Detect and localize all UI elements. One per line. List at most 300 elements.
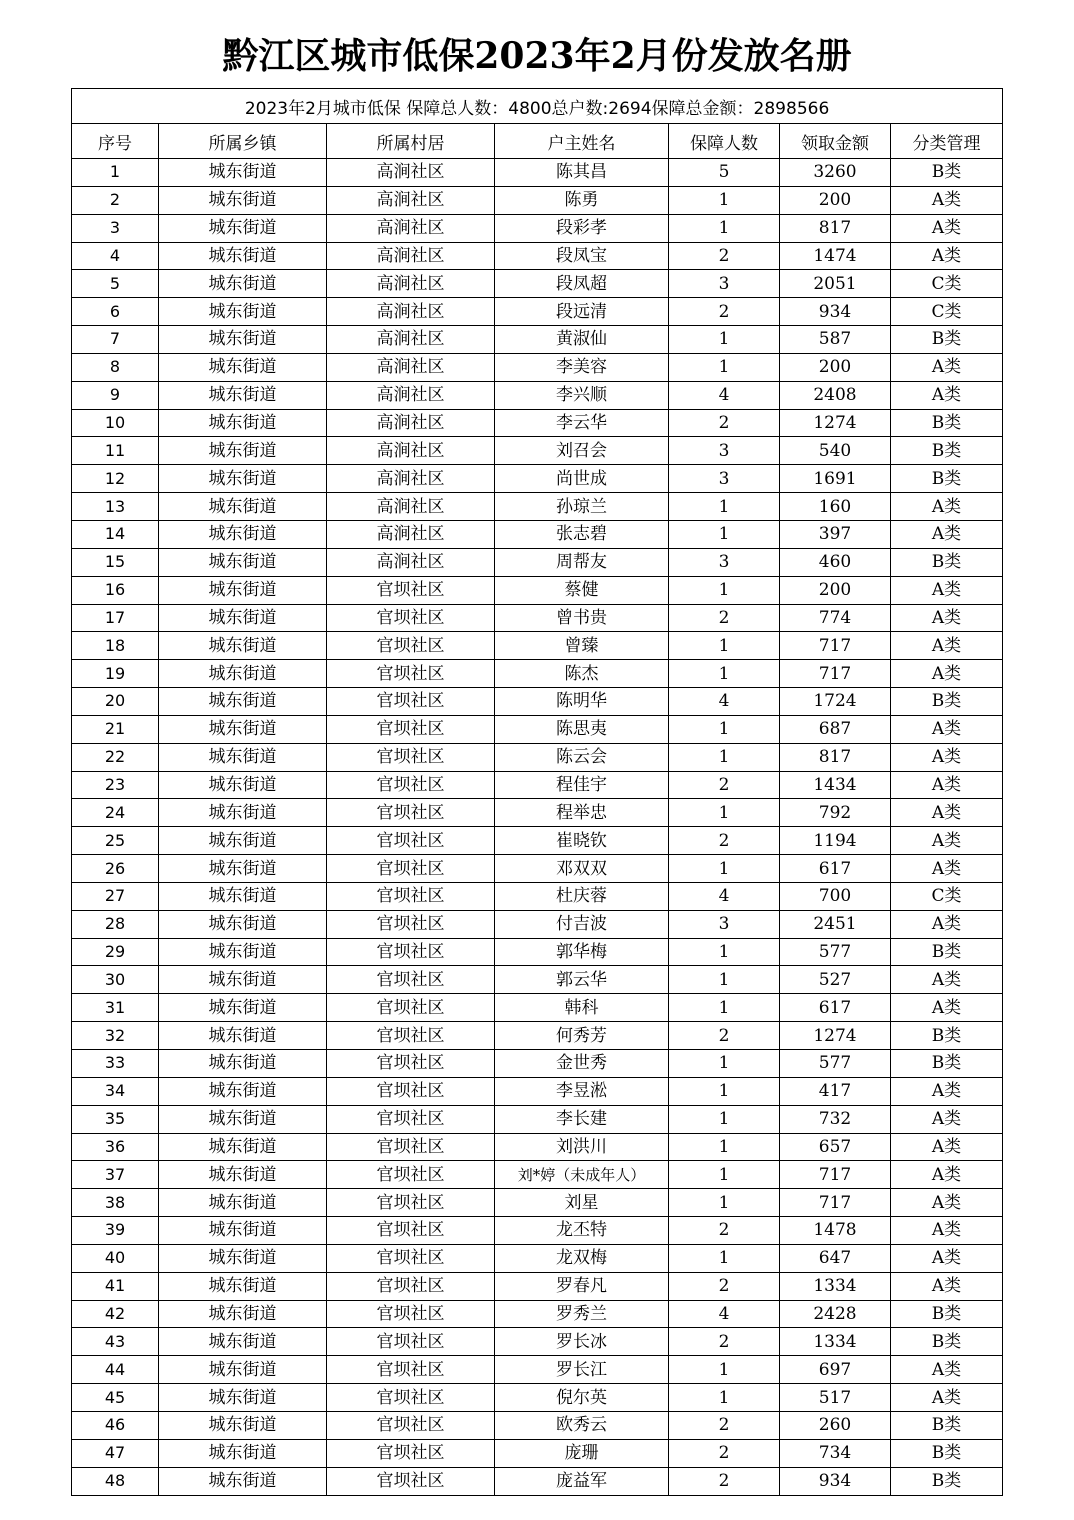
row-community: 官坝社区 — [327, 576, 495, 604]
row-people-count: 4 — [669, 381, 780, 409]
row-amount: 1724 — [780, 688, 891, 716]
row-community: 高涧社区 — [327, 159, 495, 187]
row-people-count: 1 — [669, 326, 780, 354]
row-seq: 1 — [72, 159, 159, 187]
row-householder: 曾书贵 — [495, 604, 669, 632]
row-community: 官坝社区 — [327, 882, 495, 910]
row-seq: 16 — [72, 576, 159, 604]
row-seq: 35 — [72, 1105, 159, 1133]
row-community: 高涧社区 — [327, 353, 495, 381]
row-seq: 36 — [72, 1133, 159, 1161]
row-town: 城东街道 — [159, 771, 327, 799]
row-householder: 金世秀 — [495, 1050, 669, 1078]
row-category: A类 — [891, 910, 1003, 938]
row-seq: 48 — [72, 1467, 159, 1495]
row-seq: 13 — [72, 493, 159, 521]
row-community: 官坝社区 — [327, 1133, 495, 1161]
row-category: A类 — [891, 827, 1003, 855]
row-amount: 774 — [780, 604, 891, 632]
table-row — [72, 827, 1003, 855]
table-row — [72, 1105, 1003, 1133]
row-amount: 200 — [780, 576, 891, 604]
row-town: 城东街道 — [159, 1022, 327, 1050]
row-town: 城东街道 — [159, 1217, 327, 1245]
row-householder: 刘洪川 — [495, 1133, 669, 1161]
row-town: 城东街道 — [159, 715, 327, 743]
column-header-people-count: 保障人数 — [669, 124, 780, 159]
row-town: 城东街道 — [159, 827, 327, 855]
row-people-count: 1 — [669, 1050, 780, 1078]
row-community: 官坝社区 — [327, 1328, 495, 1356]
table-row — [72, 1244, 1003, 1272]
row-people-count: 2 — [669, 1217, 780, 1245]
row-amount: 397 — [780, 520, 891, 548]
row-town: 城东街道 — [159, 465, 327, 493]
row-category: B类 — [891, 1411, 1003, 1439]
row-category: A类 — [891, 994, 1003, 1022]
row-category: A类 — [891, 799, 1003, 827]
row-householder: 陈杰 — [495, 660, 669, 688]
row-householder: 罗长江 — [495, 1356, 669, 1384]
column-header-seq: 序号 — [72, 124, 159, 159]
row-householder: 杜庆蓉 — [495, 882, 669, 910]
row-seq: 10 — [72, 409, 159, 437]
row-amount: 2408 — [780, 381, 891, 409]
row-people-count: 1 — [669, 1105, 780, 1133]
row-community: 高涧社区 — [327, 186, 495, 214]
table-row — [72, 882, 1003, 910]
row-amount: 2451 — [780, 910, 891, 938]
table-row — [72, 381, 1003, 409]
table-row — [72, 1328, 1003, 1356]
row-town: 城东街道 — [159, 1077, 327, 1105]
row-seq: 25 — [72, 827, 159, 855]
row-town: 城东街道 — [159, 1356, 327, 1384]
row-amount: 617 — [780, 855, 891, 883]
row-amount: 734 — [780, 1439, 891, 1467]
row-householder: 孙琼兰 — [495, 493, 669, 521]
row-people-count: 2 — [669, 1439, 780, 1467]
row-seq: 23 — [72, 771, 159, 799]
row-householder: 陈思夷 — [495, 715, 669, 743]
row-householder: 罗长冰 — [495, 1328, 669, 1356]
row-community: 官坝社区 — [327, 1217, 495, 1245]
table-row — [72, 966, 1003, 994]
row-category: B类 — [891, 1328, 1003, 1356]
row-householder: 付吉波 — [495, 910, 669, 938]
row-people-count: 2 — [669, 1411, 780, 1439]
row-community: 官坝社区 — [327, 1356, 495, 1384]
row-category: B类 — [891, 326, 1003, 354]
row-seq: 40 — [72, 1244, 159, 1272]
row-category: A类 — [891, 1217, 1003, 1245]
row-category: A类 — [891, 1105, 1003, 1133]
row-people-count: 1 — [669, 520, 780, 548]
row-seq: 27 — [72, 882, 159, 910]
row-amount: 934 — [780, 1467, 891, 1495]
row-seq: 20 — [72, 688, 159, 716]
row-town: 城东街道 — [159, 1300, 327, 1328]
row-people-count: 2 — [669, 771, 780, 799]
row-householder: 李昱淞 — [495, 1077, 669, 1105]
row-category: A类 — [891, 660, 1003, 688]
table-row — [72, 771, 1003, 799]
row-town: 城东街道 — [159, 242, 327, 270]
table-row — [72, 1439, 1003, 1467]
row-category: A类 — [891, 604, 1003, 632]
row-amount: 792 — [780, 799, 891, 827]
row-seq: 42 — [72, 1300, 159, 1328]
table-row — [72, 910, 1003, 938]
row-householder: 周帮友 — [495, 548, 669, 576]
row-amount: 260 — [780, 1411, 891, 1439]
row-householder: 罗春凡 — [495, 1272, 669, 1300]
row-seq: 41 — [72, 1272, 159, 1300]
row-householder: 庞益军 — [495, 1467, 669, 1495]
row-seq: 34 — [72, 1077, 159, 1105]
table-row — [72, 493, 1003, 521]
row-category: B类 — [891, 688, 1003, 716]
relief-roster-table — [71, 88, 1003, 1496]
row-town: 城东街道 — [159, 604, 327, 632]
row-people-count: 5 — [669, 159, 780, 187]
row-category: A类 — [891, 493, 1003, 521]
row-seq: 8 — [72, 353, 159, 381]
table-row — [72, 1272, 1003, 1300]
row-amount: 717 — [780, 1161, 891, 1189]
row-town: 城东街道 — [159, 353, 327, 381]
row-category: A类 — [891, 1161, 1003, 1189]
row-amount: 934 — [780, 298, 891, 326]
row-householder: 陈勇 — [495, 186, 669, 214]
row-householder: 李云华 — [495, 409, 669, 437]
row-amount: 200 — [780, 186, 891, 214]
table-row — [72, 270, 1003, 298]
row-community: 官坝社区 — [327, 1105, 495, 1133]
row-householder: 段远清 — [495, 298, 669, 326]
column-header-category: 分类管理 — [891, 124, 1003, 159]
row-town: 城东街道 — [159, 1467, 327, 1495]
row-community: 官坝社区 — [327, 1300, 495, 1328]
row-people-count: 1 — [669, 1077, 780, 1105]
row-amount: 577 — [780, 1050, 891, 1078]
table-row — [72, 242, 1003, 270]
row-seq: 30 — [72, 966, 159, 994]
row-householder: 蔡健 — [495, 576, 669, 604]
row-householder: 刘召会 — [495, 437, 669, 465]
row-people-count: 2 — [669, 604, 780, 632]
row-town: 城东街道 — [159, 270, 327, 298]
table-row — [72, 159, 1003, 187]
row-seq: 26 — [72, 855, 159, 883]
row-category: A类 — [891, 186, 1003, 214]
row-seq: 39 — [72, 1217, 159, 1245]
table-row — [72, 688, 1003, 716]
row-town: 城东街道 — [159, 409, 327, 437]
row-householder: 罗秀兰 — [495, 1300, 669, 1328]
row-people-count: 2 — [669, 1467, 780, 1495]
row-amount: 697 — [780, 1356, 891, 1384]
table-row — [72, 1161, 1003, 1189]
table-row — [72, 1050, 1003, 1078]
row-people-count: 1 — [669, 1356, 780, 1384]
row-community: 官坝社区 — [327, 1189, 495, 1217]
row-seq: 29 — [72, 938, 159, 966]
row-town: 城东街道 — [159, 632, 327, 660]
row-householder: 曾臻 — [495, 632, 669, 660]
row-community: 官坝社区 — [327, 715, 495, 743]
table-row — [72, 604, 1003, 632]
row-town: 城东街道 — [159, 1050, 327, 1078]
row-householder: 陈明华 — [495, 688, 669, 716]
row-category: A类 — [891, 743, 1003, 771]
row-people-count: 3 — [669, 548, 780, 576]
row-category: C类 — [891, 882, 1003, 910]
row-householder: 李美容 — [495, 353, 669, 381]
row-amount: 3260 — [780, 159, 891, 187]
row-seq: 32 — [72, 1022, 159, 1050]
row-amount: 517 — [780, 1384, 891, 1412]
row-community: 官坝社区 — [327, 1050, 495, 1078]
row-people-count: 1 — [669, 855, 780, 883]
row-amount: 717 — [780, 1189, 891, 1217]
row-category: B类 — [891, 1022, 1003, 1050]
row-community: 高涧社区 — [327, 548, 495, 576]
row-householder: 龙丕特 — [495, 1217, 669, 1245]
column-header-row — [72, 124, 1003, 159]
row-amount: 160 — [780, 493, 891, 521]
row-people-count: 3 — [669, 437, 780, 465]
row-town: 城东街道 — [159, 548, 327, 576]
table-row — [72, 1356, 1003, 1384]
table-row — [72, 465, 1003, 493]
row-community: 官坝社区 — [327, 1244, 495, 1272]
row-seq: 12 — [72, 465, 159, 493]
row-amount: 1434 — [780, 771, 891, 799]
row-category: A类 — [891, 632, 1003, 660]
table-row — [72, 1022, 1003, 1050]
row-amount: 1478 — [780, 1217, 891, 1245]
row-category: B类 — [891, 1300, 1003, 1328]
summary-line: 2023年2月城市低保 保障总人数：4800总户数:2694保障总金额：2898566 — [72, 89, 1003, 124]
row-town: 城东街道 — [159, 1133, 327, 1161]
row-people-count: 1 — [669, 1161, 780, 1189]
row-town: 城东街道 — [159, 1244, 327, 1272]
row-community: 高涧社区 — [327, 298, 495, 326]
row-people-count: 3 — [669, 270, 780, 298]
row-people-count: 1 — [669, 799, 780, 827]
row-amount: 2428 — [780, 1300, 891, 1328]
row-town: 城东街道 — [159, 159, 327, 187]
row-community: 官坝社区 — [327, 688, 495, 716]
table-row — [72, 938, 1003, 966]
row-category: A类 — [891, 855, 1003, 883]
row-category: A类 — [891, 1356, 1003, 1384]
row-amount: 417 — [780, 1077, 891, 1105]
table-row — [72, 186, 1003, 214]
row-amount: 732 — [780, 1105, 891, 1133]
row-people-count: 1 — [669, 660, 780, 688]
row-category: A类 — [891, 242, 1003, 270]
row-householder: 段凤超 — [495, 270, 669, 298]
table-row — [72, 548, 1003, 576]
row-category: A类 — [891, 214, 1003, 242]
row-amount: 577 — [780, 938, 891, 966]
table-row — [72, 1300, 1003, 1328]
row-category: A类 — [891, 381, 1003, 409]
row-town: 城东街道 — [159, 910, 327, 938]
row-town: 城东街道 — [159, 1161, 327, 1189]
row-seq: 44 — [72, 1356, 159, 1384]
row-community: 官坝社区 — [327, 1022, 495, 1050]
row-category: B类 — [891, 409, 1003, 437]
table-row — [72, 660, 1003, 688]
row-amount: 817 — [780, 214, 891, 242]
row-people-count: 1 — [669, 715, 780, 743]
row-town: 城东街道 — [159, 1105, 327, 1133]
row-town: 城东街道 — [159, 1439, 327, 1467]
row-householder: 陈云会 — [495, 743, 669, 771]
row-amount: 2051 — [780, 270, 891, 298]
row-town: 城东街道 — [159, 214, 327, 242]
row-seq: 24 — [72, 799, 159, 827]
row-category: A类 — [891, 1272, 1003, 1300]
row-householder: 邓双双 — [495, 855, 669, 883]
row-amount: 1274 — [780, 409, 891, 437]
row-people-count: 1 — [669, 353, 780, 381]
table-row — [72, 1133, 1003, 1161]
row-seq: 9 — [72, 381, 159, 409]
row-amount: 817 — [780, 743, 891, 771]
row-community: 高涧社区 — [327, 270, 495, 298]
row-seq: 17 — [72, 604, 159, 632]
row-community: 官坝社区 — [327, 604, 495, 632]
row-community: 官坝社区 — [327, 799, 495, 827]
row-householder: 程佳宇 — [495, 771, 669, 799]
page-title: 黔江区城市低保2023年2月份发放名册 — [222, 35, 852, 77]
row-seq: 43 — [72, 1328, 159, 1356]
table-row — [72, 353, 1003, 381]
row-community: 官坝社区 — [327, 855, 495, 883]
table-row — [72, 1077, 1003, 1105]
row-amount: 687 — [780, 715, 891, 743]
row-amount: 717 — [780, 660, 891, 688]
row-people-count: 2 — [669, 298, 780, 326]
row-community: 官坝社区 — [327, 1384, 495, 1412]
row-category: B类 — [891, 938, 1003, 966]
row-town: 城东街道 — [159, 186, 327, 214]
table-body — [72, 159, 1003, 1496]
row-people-count: 1 — [669, 1189, 780, 1217]
row-people-count: 1 — [669, 493, 780, 521]
table-row — [72, 743, 1003, 771]
column-header-town: 所属乡镇 — [159, 124, 327, 159]
row-seq: 45 — [72, 1384, 159, 1412]
row-amount: 617 — [780, 994, 891, 1022]
row-town: 城东街道 — [159, 1189, 327, 1217]
row-category: B类 — [891, 1050, 1003, 1078]
row-people-count: 1 — [669, 1244, 780, 1272]
row-amount: 1274 — [780, 1022, 891, 1050]
row-town: 城东街道 — [159, 855, 327, 883]
row-community: 官坝社区 — [327, 632, 495, 660]
row-town: 城东街道 — [159, 938, 327, 966]
row-seq: 5 — [72, 270, 159, 298]
column-header-householder: 户主姓名 — [495, 124, 669, 159]
row-householder: 段彩孝 — [495, 214, 669, 242]
row-people-count: 2 — [669, 1272, 780, 1300]
table-row — [72, 632, 1003, 660]
row-householder: 张志碧 — [495, 520, 669, 548]
table-row — [72, 520, 1003, 548]
table-row — [72, 1189, 1003, 1217]
row-amount: 1474 — [780, 242, 891, 270]
row-community: 官坝社区 — [327, 910, 495, 938]
row-category: B类 — [891, 465, 1003, 493]
row-seq: 15 — [72, 548, 159, 576]
row-people-count: 4 — [669, 1300, 780, 1328]
row-community: 官坝社区 — [327, 771, 495, 799]
column-header-community: 所属村居 — [327, 124, 495, 159]
row-community: 官坝社区 — [327, 1411, 495, 1439]
row-people-count: 1 — [669, 1133, 780, 1161]
row-seq: 2 — [72, 186, 159, 214]
row-community: 高涧社区 — [327, 242, 495, 270]
row-community: 官坝社区 — [327, 1272, 495, 1300]
row-householder: 程举忠 — [495, 799, 669, 827]
row-community: 官坝社区 — [327, 1161, 495, 1189]
row-householder: 倪尔英 — [495, 1384, 669, 1412]
row-householder: 刘*婷（未成年人） — [495, 1161, 669, 1189]
row-category: B类 — [891, 1439, 1003, 1467]
table-row — [72, 715, 1003, 743]
row-seq: 22 — [72, 743, 159, 771]
row-town: 城东街道 — [159, 799, 327, 827]
row-category: C类 — [891, 270, 1003, 298]
row-amount: 647 — [780, 1244, 891, 1272]
row-householder: 陈其昌 — [495, 159, 669, 187]
row-town: 城东街道 — [159, 966, 327, 994]
row-community: 高涧社区 — [327, 437, 495, 465]
row-householder: 韩科 — [495, 994, 669, 1022]
row-seq: 11 — [72, 437, 159, 465]
row-householder: 庞珊 — [495, 1439, 669, 1467]
row-community: 官坝社区 — [327, 660, 495, 688]
row-amount: 460 — [780, 548, 891, 576]
row-seq: 3 — [72, 214, 159, 242]
row-category: B类 — [891, 437, 1003, 465]
row-seq: 19 — [72, 660, 159, 688]
column-header-amount: 领取金额 — [780, 124, 891, 159]
row-town: 城东街道 — [159, 576, 327, 604]
row-community: 高涧社区 — [327, 326, 495, 354]
row-people-count: 2 — [669, 242, 780, 270]
table-row — [72, 576, 1003, 604]
row-category: B类 — [891, 159, 1003, 187]
row-seq: 31 — [72, 994, 159, 1022]
row-town: 城东街道 — [159, 493, 327, 521]
row-town: 城东街道 — [159, 520, 327, 548]
table-row — [72, 855, 1003, 883]
row-community: 官坝社区 — [327, 1467, 495, 1495]
row-community: 官坝社区 — [327, 938, 495, 966]
row-people-count: 1 — [669, 576, 780, 604]
row-seq: 47 — [72, 1439, 159, 1467]
row-community: 官坝社区 — [327, 966, 495, 994]
table-row — [72, 799, 1003, 827]
row-people-count: 3 — [669, 465, 780, 493]
row-category: B类 — [891, 1467, 1003, 1495]
